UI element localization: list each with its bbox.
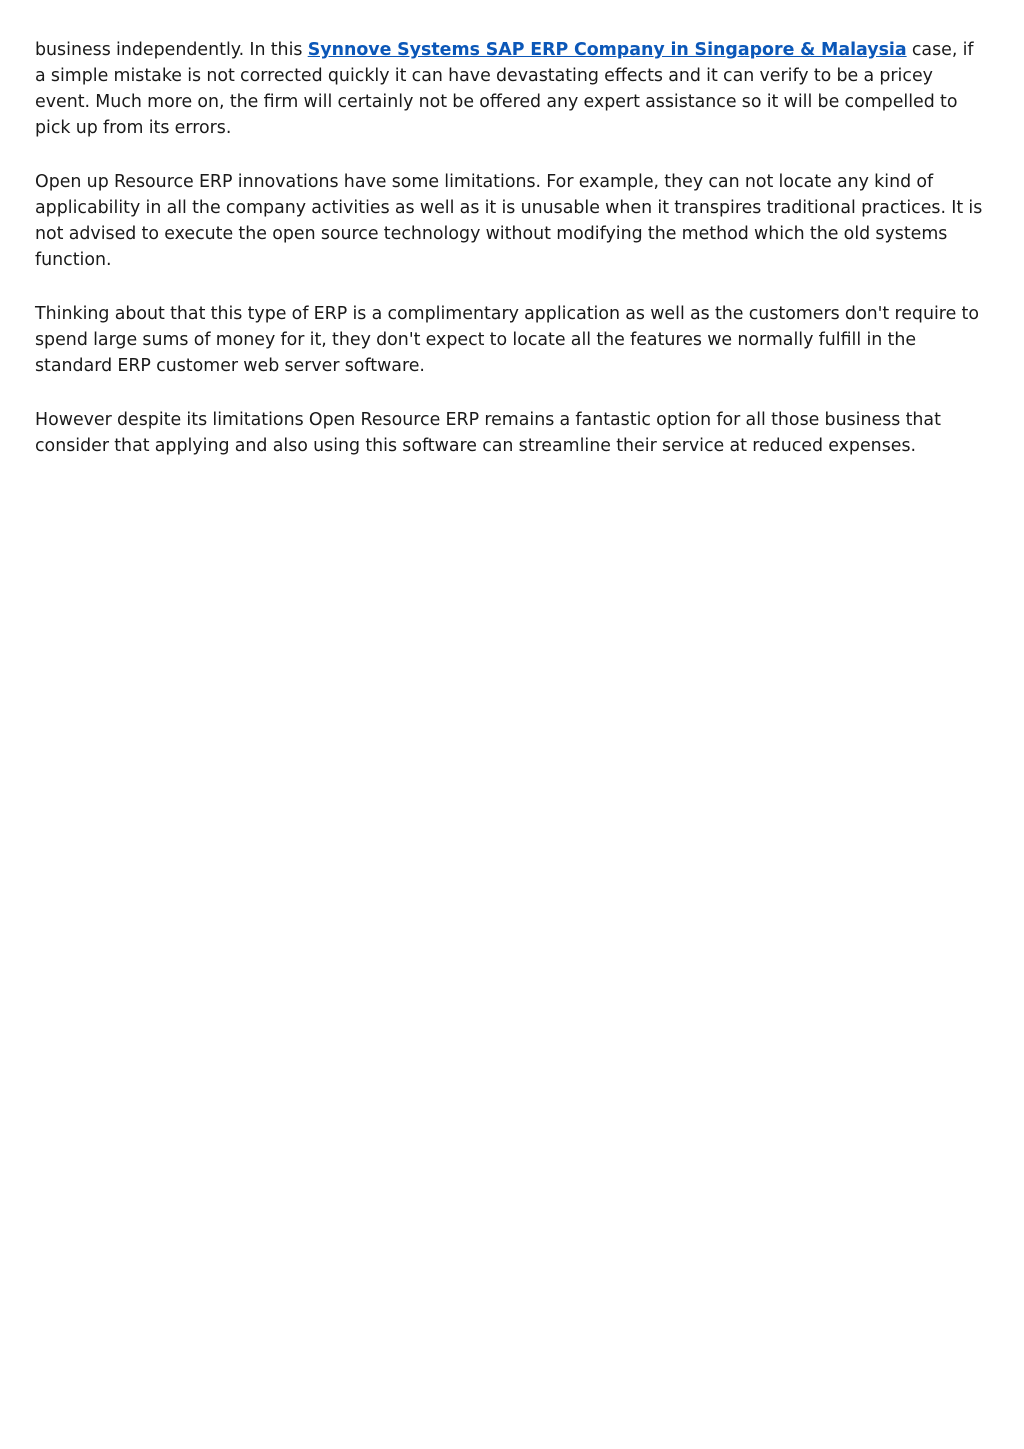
paragraph-3: Thinking about that this type of ERP is a complimentary application as well as the customers don't require to spend large sums of money for it, they don't expect to locate all the features we normally fulfill in the standard ERP customer web server software.: [35, 304, 979, 376]
paragraph-4: However despite its limitations Open Resource ERP remains a fantastic option for all those business that consider that applying and also using this software can streamline their service at reduced expenses.: [35, 410, 941, 456]
document-body: [35, 37, 985, 487]
paragraph-2: Open up Resource ERP innovations have some limitations. For example, they can not locate any kind of applicability in all the company activities as well as it is unusable when it transpires traditional practices. It is not advised to execute the open source technology without modifying the method which the old systems function.: [35, 172, 983, 270]
paragraph-1: [35, 37, 985, 141]
synnove-systems-link[interactable]: Synnove Systems SAP ERP Company in Singapore & Malaysia: [307, 40, 907, 60]
paragraph-1-rest: case, if a simple mistake is not corrected quickly it can have devastating effects and it can verify to be a pricey event. Much more on, the firm will certainly not be offered any expert assistance so it will be compelled to pick up from its errors.: [35, 40, 974, 138]
paragraph-1-lead: business independently. In this: [35, 40, 308, 60]
